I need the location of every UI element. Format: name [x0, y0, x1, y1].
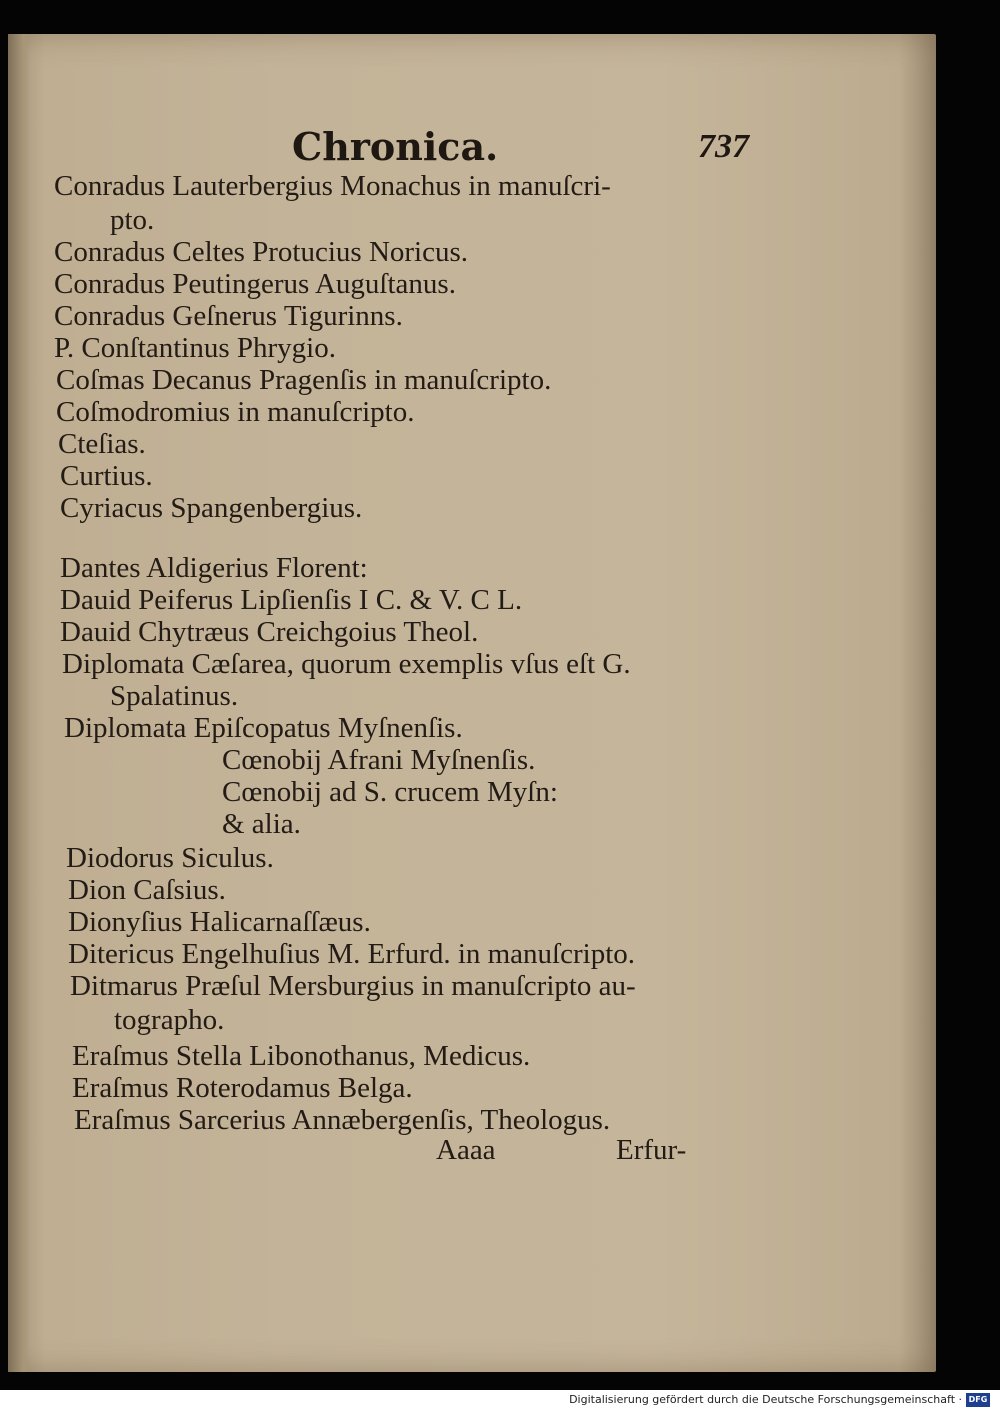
entry-line: Diplomata Epiſcopatus Myſnenſis.	[64, 712, 463, 744]
entry-line: Conradus Celtes Protucius Noricus.	[54, 236, 469, 268]
entry-line: Coſmodromius in manuſcripto.	[56, 396, 415, 428]
page-number: 737	[698, 128, 749, 165]
entry-line: Diodorus Siculus.	[66, 842, 274, 874]
entry-line: tographo.	[114, 1004, 225, 1036]
credit-bar	[0, 1390, 1000, 1412]
entry-line: pto.	[110, 204, 155, 236]
dfg-logo-icon[interactable]: DFG	[966, 1393, 990, 1407]
entry-line: Ditmarus Præſul Mersburgius in manuſcripto au-	[70, 970, 636, 1002]
signature-mark: Aaaa	[436, 1134, 496, 1166]
entry-line: Conradus Peutingerus Auguſtanus.	[54, 268, 456, 300]
entry-line: Dauid Peiferus Lipſienſis I C. & V. C L.	[60, 584, 523, 616]
credit-text: Digitalisierung gefördert durch die Deutsche Forschungsgemeinschaft ·	[569, 1393, 962, 1406]
entry-line: Ditericus Engelhuſius M. Erfurd. in manuſcripto.	[68, 938, 636, 970]
entry-line: Cteſias.	[58, 428, 146, 460]
entry-line: & alia.	[222, 808, 301, 840]
entry-line: Spalatinus.	[110, 680, 239, 712]
running-title: Chronica.	[292, 124, 499, 169]
entry-line: Eraſmus Sarcerius Annæbergenſis, Theologus.	[74, 1104, 611, 1136]
entry-line: Dantes Aldigerius Florent:	[60, 552, 368, 584]
entry-line: Conradus Geſnerus Tigurinns.	[54, 300, 403, 332]
entry-line: Curtius.	[60, 460, 153, 492]
entry-line: Diplomata Cæſarea, quorum exemplis vſus eſt G.	[62, 648, 631, 680]
catchword: Erfur-	[616, 1134, 687, 1166]
entry-line: Dion Caſsius.	[68, 874, 226, 906]
entry-line: Conradus Lauterbergius Monachus in manuſcri-	[54, 170, 611, 202]
entry-line: Dionyſius Halicarnaſſæus.	[68, 906, 371, 938]
entry-line: Coſmas Decanus Pragenſis in manuſcripto.	[56, 364, 552, 396]
entry-line: Eraſmus Stella Libonothanus, Medicus.	[72, 1040, 531, 1072]
entry-line: Cœnobij Afrani Myſnenſis.	[222, 744, 536, 776]
entry-line: Cœnobij ad S. crucem Myſn:	[222, 776, 558, 808]
entry-line: P. Conſtantinus Phrygio.	[54, 332, 336, 364]
entry-line: Cyriacus Spangenbergius.	[60, 492, 363, 524]
entry-line: Eraſmus Roterodamus Belga.	[72, 1072, 413, 1104]
entry-line: Dauid Chytræus Creichgoius Theol.	[60, 616, 479, 648]
